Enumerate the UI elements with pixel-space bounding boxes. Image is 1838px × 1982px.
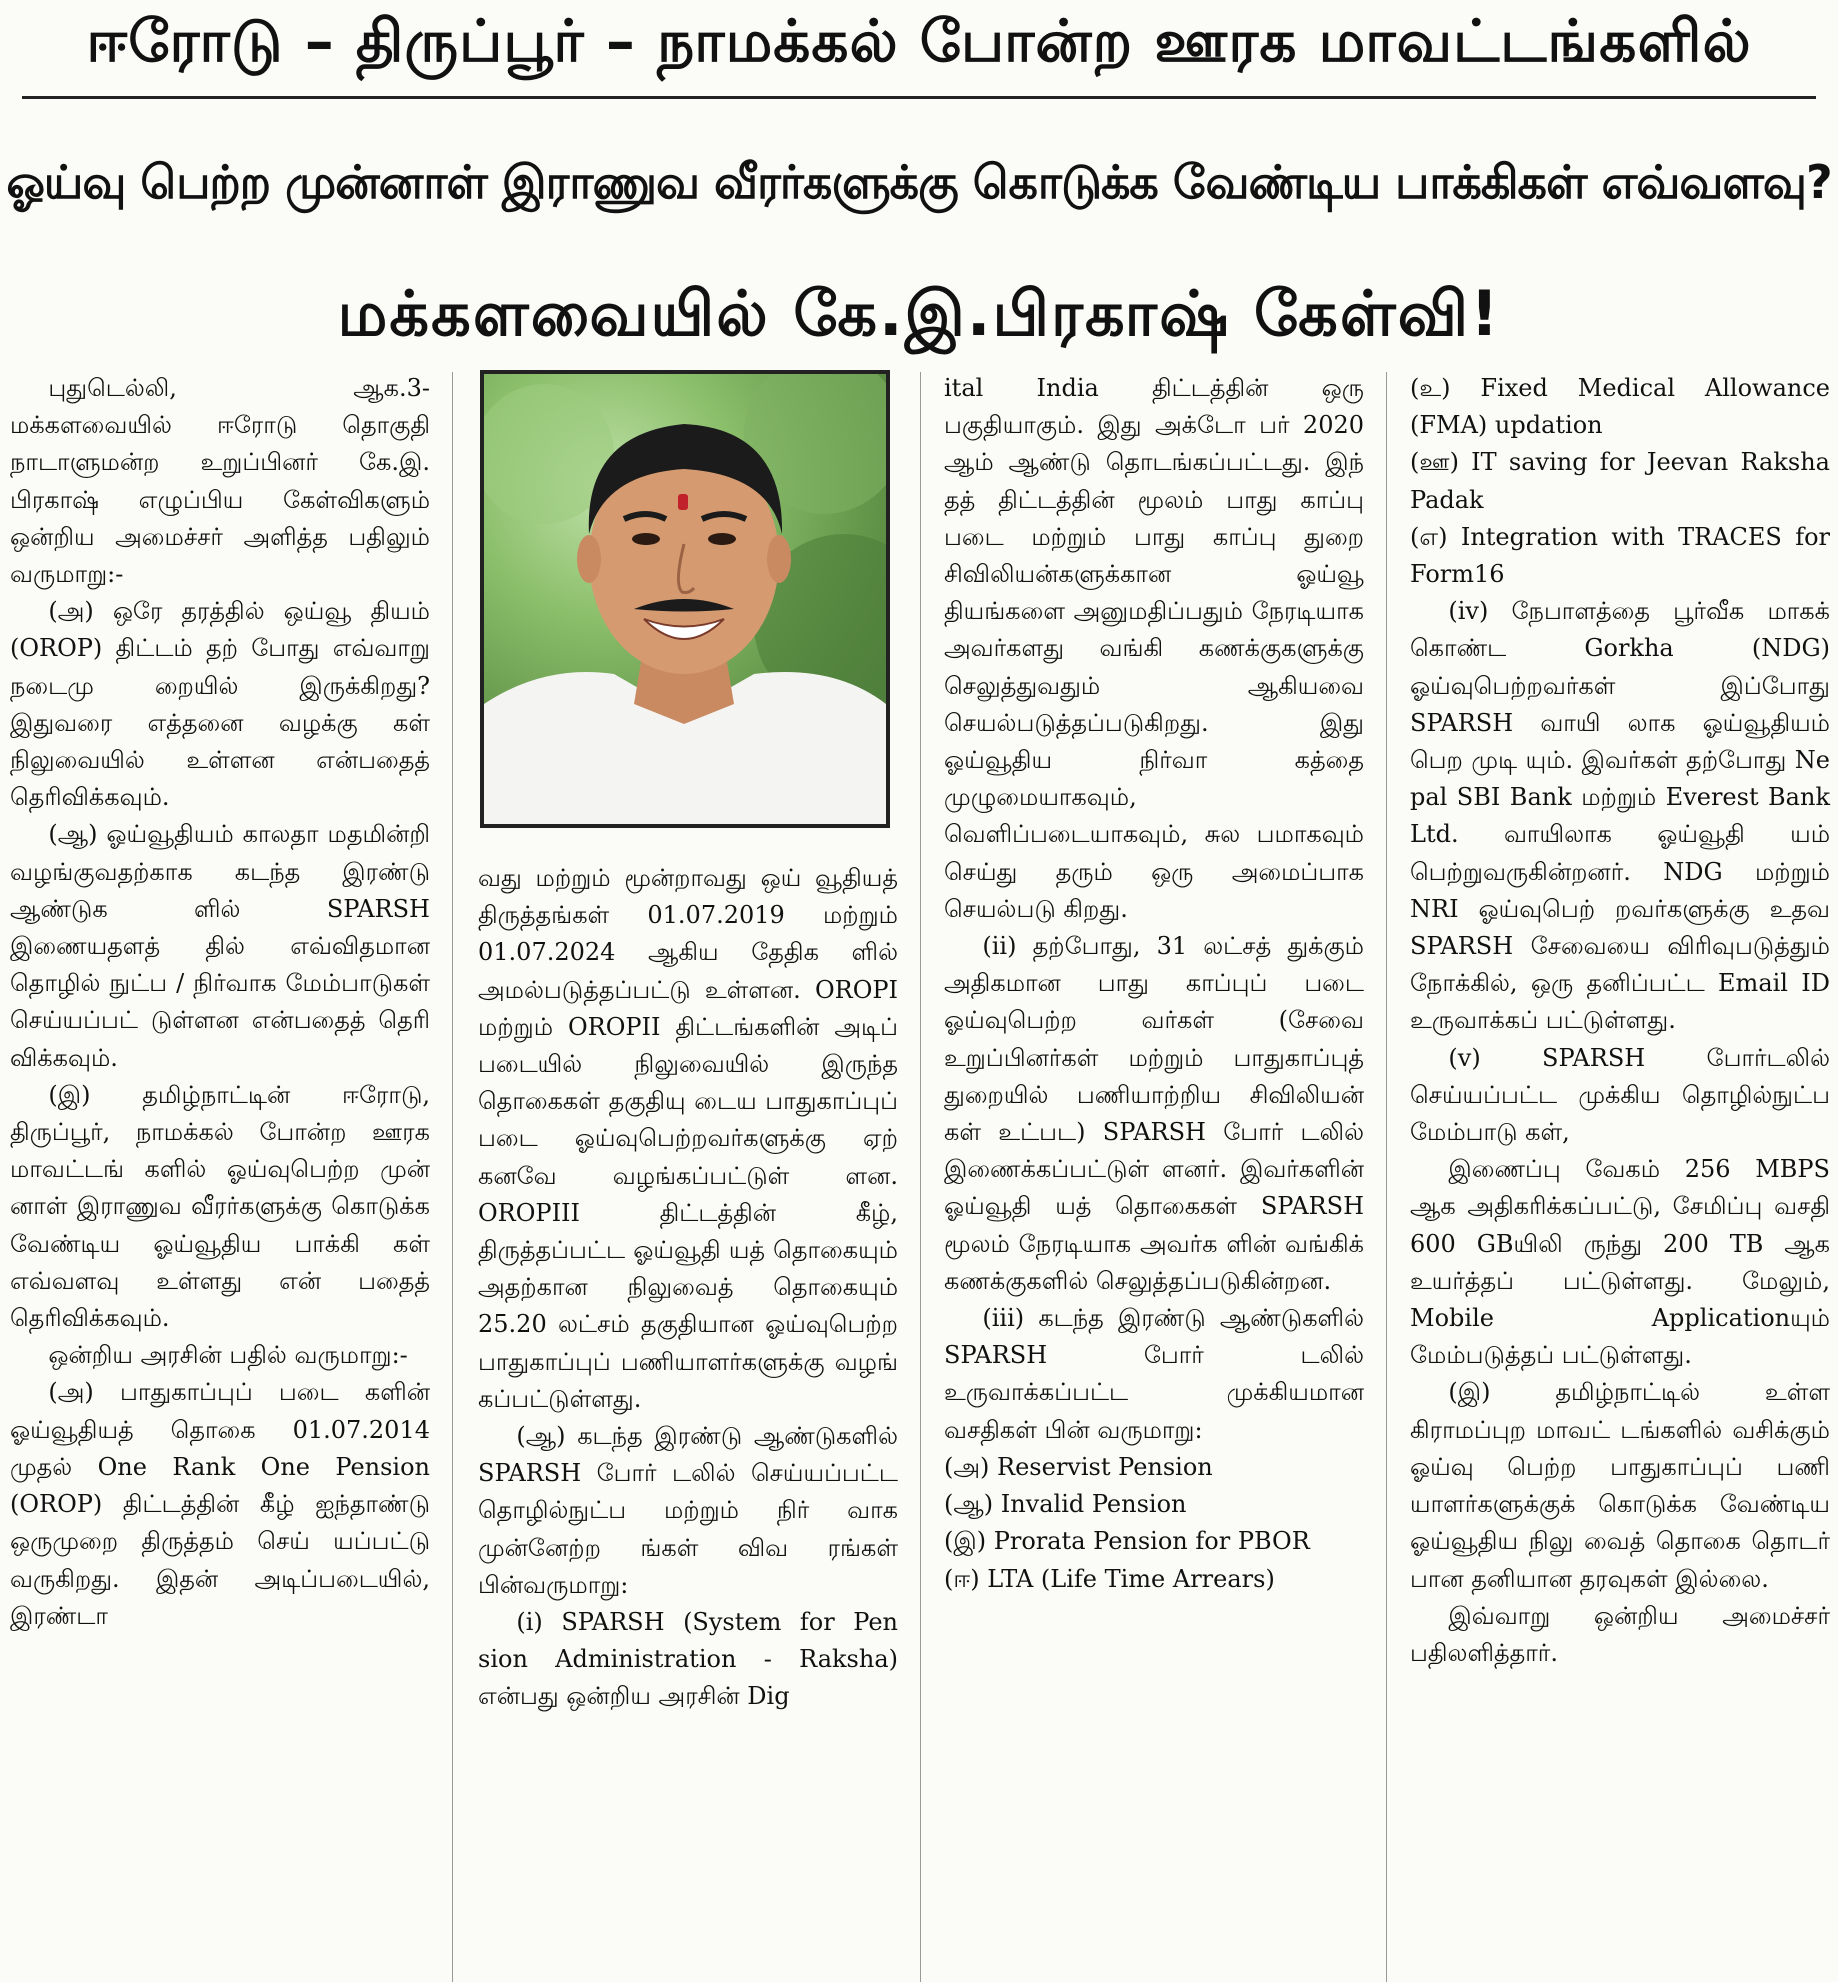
- column-divider: [920, 372, 921, 1982]
- paragraph: (ஆ) ஓய்வூதியம் காலதா மதமின்றி வழங்குவதற்காக கடந்த இரண்டு ஆண்டுக ளில் SPARSH இணையதளத் தில் எவ்விதமான தொழில் நுட்ப / நிர்வாக மேம்பாடுகள் செய்யப்பட் டுள்ளன என்பதைத் தெரி விக்கவும்.: [10, 820, 430, 1072]
- list-item: (ஊ) IT saving for Jeevan Raksha Padak: [1410, 448, 1830, 514]
- paragraph: (இ) தமிழ்நாட்டில் உள்ள கிராமப்புற மாவட் டங்களில் வசிக்கும் ஓய்வு பெற்ற பாதுகாப்புப் பணி யாளர்களுக்குக் கொடுக்க வேண்டிய ஓய்வூதிய நிலு வைத் தொகை தொடர் பான தனியான தரவுகள் இல்லை.: [1410, 1378, 1830, 1593]
- paragraph: இவ்வாறு ஒன்றிய அமைச்சர் பதிலளித்தார்.: [1410, 1601, 1830, 1667]
- paragraph: (i) SPARSH (System for Pen sion Administration - Raksha) என்பது ஒன்றிய அரசின் Dig: [478, 1608, 898, 1711]
- column-divider: [452, 372, 453, 1982]
- paragraph: (இ) தமிழ்நாட்டின் ஈரோடு, திருப்பூர், நாமக்கல் போன்ற ஊரக மாவட்டங் களில் ஓய்வுபெற்ற முன் னாள் இராணுவ வீரர்களுக்கு கொடுக்க வேண்டிய ஓய்வூதிய பாக்கி கள் எவ்வளவு உள்ளது என் பதைத் தெரிவிக்கவும்.: [10, 1080, 430, 1333]
- list-item: (ஆ) Invalid Pension: [944, 1490, 1187, 1519]
- paragraph: வது மற்றும் மூன்றாவது ஒய் வூதியத் திருத்தங்கள் 01.07.2019 மற்றும் 01.07.2024 ஆகிய தேதிக ளில் அமல்படுத்தப்பட்டு உள்ளன. OROPI மற்றும் OROPII திட்டங்களின் அடிப் படையில் நிலுவையில் இருந்த தொகைகள் தகுதியு டைய பாதுகாப்புப் படை ஓய்வுபெற்றவர்களுக்கு ஏற் கனவே வழங்கப்பட்டுள் ளன. OROPIII திட்டத்தின் கீழ், திருத்தப்பட்ட ஓய்வூதி யத் தொகையும் அதற்கான நிலுவைத் தொகையும் 25.20 லட்சம் தகுதியான ஓய்வுபெற்ற பாதுகாப்புப் பணியாளர்களுக்கு வழங் கப்பட்டுள்ளது.: [478, 864, 898, 1413]
- list-item: (ஈ) LTA (Life Time Arrears): [944, 1564, 1275, 1593]
- paragraph: புதுடெல்லி, ஆக.3- மக்களவையில் ஈரோடு தொகுதி நாடாளுமன்ற உறுப்பினர் கே.இ. பிரகாஷ் எழுப்பிய கேள்விகளும் ஒன்றிய அமைச்சர் அளித்த பதிலும் வருமாறு:-: [10, 374, 430, 589]
- paragraph: (அ) பாதுகாப்புப் படை களின் ஓய்வூதியத் தொகை 01.07.2014 முதல் One Rank One Pension (OROP) திட்டத்தின் கீழ் ஐந்தாண்டு ஒருமுறை திருத்தம் செய் யப்பட்டு வருகிறது. இதன் அடிப்படையில், இரண்டா: [10, 1378, 430, 1630]
- paragraph: (iii) கடந்த இரண்டு ஆண்டுகளில் SPARSH போர் டலில் உருவாக்கப்பட்ட முக்கியமான வசதிகள் பின் வருமாறு:: [944, 1304, 1364, 1444]
- list-item: (எ) Integration with TRACES for Form16: [1410, 522, 1830, 589]
- paragraph: (ஆ) கடந்த இரண்டு ஆண்டுகளில் SPARSH போர் டலில் செய்யப்பட்ட தொழில்நுட்ப மற்றும் நிர் வாக முன்னேற்ற ங்கள் விவ ரங்கள் பின்வருமாறு:: [478, 1422, 898, 1599]
- headline: ஓய்வு பெற்ற முன்னாள் இராணுவ வீரர்களுக்கு கொடுக்க வேண்டிய பாக்கிகள் எவ்வளவு?: [6, 154, 1832, 209]
- kicker-line: ஈரோடு – திருப்பூர் – நாமக்கல் போன்ற ஊரக மாவட்டங்களில்: [86, 7, 1752, 75]
- paragraph: (அ) ஒரே தரத்தில் ஒய்வூ தியம் (OROP) திட்டம் தற் போது எவ்வாறு நடைமு றையில் இருக்கிறது? இதுவரை எத்தனை வழக்கு கள் நிலுவையில் உள்ளன என்பதைத் தெரிவிக்கவும்.: [10, 597, 430, 812]
- paragraph: (ii) தற்போது, 31 லட்சத் துக்கும் அதிகமான பாது காப்புப் படை ஓய்வுபெற்ற வர்கள் (சேவை உறுப்பினர்கள் மற்றும் பாதுகாப்புத் துறையில் பணியாற்றிய சிவிலியன் கள் உட்பட) SPARSH போர் டலில் இணைக்கப்பட்டுள் ளனர். இவர்களின் ஓய்வூதி யத் தொகைகள் SPARSH மூலம் நேரடியாக அவர்க ளின் வங்கிக் கணக்குகளில் செலுத்தப்படுகின்றன.: [944, 932, 1364, 1295]
- paragraph: (v) SPARSH போர்டலில் செய்யப்பட்ட முக்கிய தொழில்நுட்ப மேம்பாடு கள்,: [1410, 1043, 1830, 1147]
- kicker-divider: [22, 96, 1816, 99]
- paragraph: (iv) நேபாளத்தை பூர்வீக மாகக் கொண்ட Gorkha (NDG) ஓய்வுபெற்றவர்கள் இப்போது SPARSH வாயி லாக ஓய்வூதியம் பெற முடி யும். இவர்கள் தற்போது Ne pal SBI Bank மற்றும் Everest Bank Ltd. வாயிலாக ஓய்வூதி யம் பெற்றுவருகின்றனர். NDG மற்றும் NRI ஓய்வுபெற் றவர்களுக்கு உதவ SPARSH சேவையை விரிவுபடுத்தும் நோக்கில், ஒரு தனிப்பட்ட Email ID உருவாக்கப் பட்டுள்ளது.: [1410, 597, 1830, 1035]
- list-item: (அ) Reservist Pension: [944, 1452, 1213, 1481]
- article-column-2: [478, 860, 898, 1716]
- paragraph: ஒன்றிய அரசின் பதில் வருமாறு:-: [48, 1341, 408, 1370]
- paragraph: இணைப்பு வேகம் 256 MBPS ஆக அதிகரிக்கப்பட்டு, சேமிப்பு வசதி 600 GBயிலி ருந்து 200 TB ஆக உயர்த்தப் பட்டுள்ளது. மேலும், Mobile Applicationயும் மேம்படுத்தப் பட்டுள்ளது.: [1410, 1155, 1830, 1370]
- column-divider: [1386, 372, 1387, 1982]
- article-column-4: [1410, 370, 1830, 1672]
- paragraph: ital India திட்டத்தின் ஒரு பகுதியாகும். இது அக்டோ பர் 2020 ஆம் ஆண்டு தொடங்கப்பட்டது. இந் தத் திட்டத்தின் மூலம் பாது காப்பு படை மற்றும் பாது காப்பு துறை சிவிலியன்களுக்கான ஓய்வூ தியங்களை அனுமதிப்பதும் நேரடியாக அவர்களது வங்கி கணக்குகளுக்கு செலுத்துவதும் ஆகியவை செயல்படுத்தப்படுகிறது. இது ஓய்வூதிய நிர்வா கத்தை முழுமையாகவும், வெளிப்படையாகவும், சுல பமாகவும் செய்து தரும் ஒரு அமைப்பாக செயல்படு கிறது.: [944, 374, 1364, 923]
- subheadline: மக்களவையில் கே.இ.பிரகாஷ் கேள்வி!: [337, 277, 1501, 350]
- list-item: (உ) Fixed Medical Allowance (FMA) updation: [1410, 374, 1830, 440]
- article-column-1: [10, 370, 430, 1635]
- portrait-photo: [480, 370, 890, 828]
- list-item: (இ) Prorata Pension for PBOR: [944, 1527, 1310, 1556]
- article-column-3: [944, 370, 1364, 1598]
